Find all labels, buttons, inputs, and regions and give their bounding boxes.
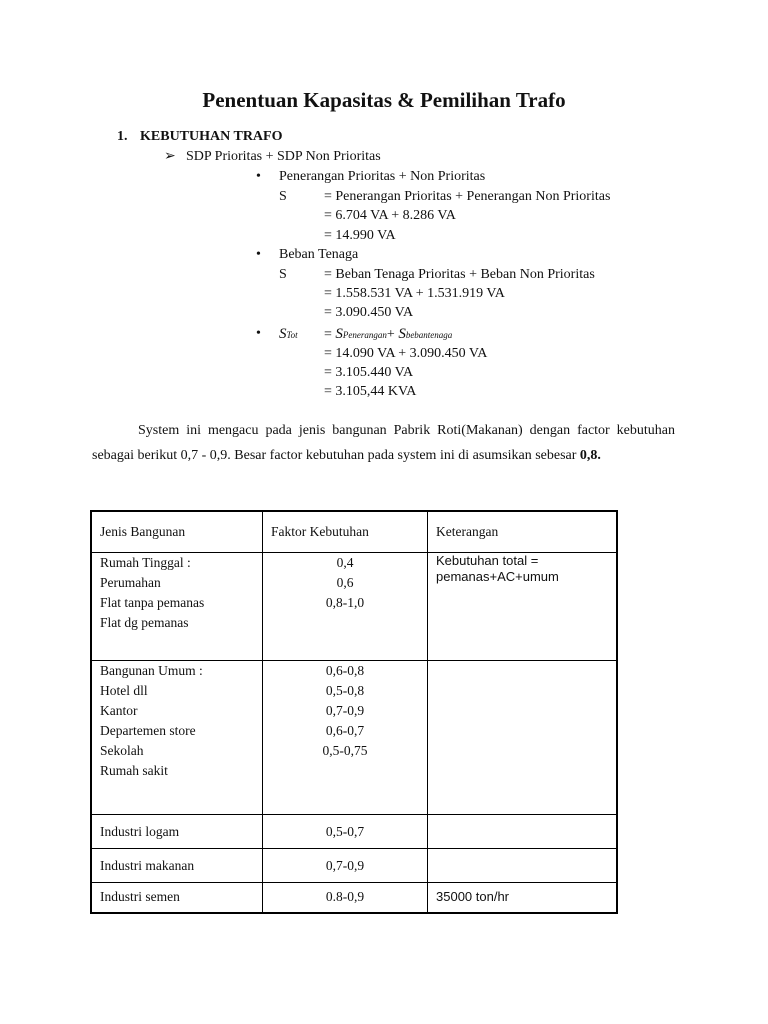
beban-line: = 1.558.531 VA + 1.531.919 VA <box>324 286 505 301</box>
cell-keterangan: 35000 ton/hr <box>428 883 618 913</box>
cell-keterangan <box>428 661 618 815</box>
cell-jenis: Rumah Tinggal : Perumahan Flat tanpa pemanas Flat dg pemanas <box>91 553 263 661</box>
cell-jenis: Industri semen <box>91 883 263 913</box>
page-title: Penentuan Kapasitas & Pemilihan Trafo <box>202 88 566 112</box>
header-faktor: Faktor Kebutuhan <box>263 511 428 553</box>
cell-jenis: Bangunan Umum : Hotel dll Kantor Departemen store Sekolah Rumah sakit <box>91 661 263 815</box>
section-heading: KEBUTUHAN TRAFO <box>140 129 283 144</box>
penerangan-line: = 6.704 VA + 8.286 VA <box>324 208 456 223</box>
table-row <box>91 553 617 661</box>
table-row <box>91 661 617 815</box>
table-row <box>91 849 617 883</box>
cell-faktor: 0,7-0,9 <box>263 849 428 883</box>
stot-equation: = SPenerangan+ Sbebantenaga <box>324 326 453 342</box>
description-paragraph: System ini mengacu pada jenis bangunan Pabrik Roti(Makanan) dengan factor kebutuhan sebagai berikut 0,7 - 0,9. Besar factor kebutuhan pada system ini di asumsikan sebesar 0,8. <box>92 423 675 463</box>
cell-jenis: Industri makanan <box>91 849 263 883</box>
beban-label: Beban Tenaga <box>279 247 359 262</box>
cell-keterangan: Kebutuhan total = pemanas+AC+umum <box>428 553 618 661</box>
table-header-row <box>91 511 617 553</box>
beban-line: = 3.090.450 VA <box>324 305 414 320</box>
bullet-icon: • <box>256 247 261 262</box>
stot-symbol: STot <box>279 326 298 342</box>
table-row <box>91 883 617 913</box>
stot-line: = 3.105,44 KVA <box>324 384 417 399</box>
bullet-icon: • <box>256 326 261 341</box>
bullet-icon: • <box>256 169 261 184</box>
penerangan-line: = Penerangan Prioritas + Penerangan Non Prioritas <box>324 189 611 204</box>
demand-factor-table <box>90 510 618 914</box>
cell-faktor: 0,6-0,8 0,5-0,8 0,7-0,9 0,6-0,7 0,5-0,75 <box>263 661 428 815</box>
beban-line: = Beban Tenaga Prioritas + Beban Non Prioritas <box>324 267 595 282</box>
penerangan-symbol: S <box>279 189 287 204</box>
table-row <box>91 815 617 849</box>
header-jenis: Jenis Bangunan <box>91 511 263 553</box>
section-number: 1. <box>117 129 128 144</box>
header-keterangan: Keterangan <box>428 511 618 553</box>
stot-line: = 3.105.440 VA <box>324 365 414 380</box>
cell-jenis: Industri logam <box>91 815 263 849</box>
penerangan-label: Penerangan Prioritas + Non Prioritas <box>279 169 486 184</box>
cell-faktor: 0,5-0,7 <box>263 815 428 849</box>
cell-faktor: 0.8-0,9 <box>263 883 428 913</box>
beban-symbol: S <box>279 267 287 282</box>
cell-keterangan <box>428 849 618 883</box>
arrow-item-text: SDP Prioritas + SDP Non Prioritas <box>186 149 381 164</box>
penerangan-line: = 14.990 VA <box>324 228 396 243</box>
stot-line: = 14.090 VA + 3.090.450 VA <box>324 346 488 361</box>
cell-faktor: 0,4 0,6 0,8-1,0 <box>263 553 428 661</box>
cell-keterangan <box>428 815 618 849</box>
arrow-bullet-icon: ➢ <box>164 149 176 164</box>
